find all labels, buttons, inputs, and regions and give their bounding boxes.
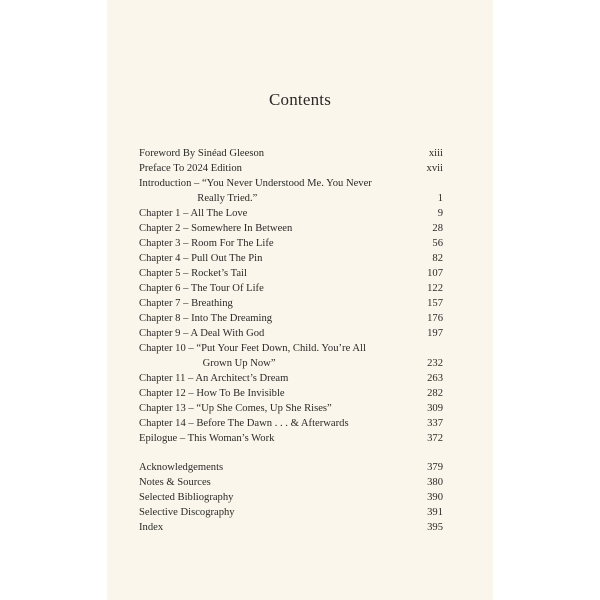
toc-entry-label: Chapter 10 – “Put Your Feet Down, Child. You’re All Grown Up Now” xyxy=(139,343,366,369)
toc-entry-notes-sources xyxy=(139,475,443,490)
toc-entry-page: 122 xyxy=(427,283,443,294)
toc-entry-chapter-7 xyxy=(139,296,443,311)
contents-title: Contents xyxy=(268,90,332,109)
toc-entry-chapter-6 xyxy=(139,281,443,296)
toc-entry-page: 107 xyxy=(427,268,443,279)
toc-entry-preface xyxy=(139,161,443,176)
toc-entry-selective-discography xyxy=(139,505,443,520)
toc-entry-page: 176 xyxy=(427,313,443,324)
toc-entry-chapter-10 xyxy=(139,341,443,371)
toc-entry-chapter-3 xyxy=(139,236,443,251)
toc-entry-label: Chapter 8 – Into The Dreaming xyxy=(139,313,273,324)
toc-entry-chapter-9 xyxy=(139,326,443,341)
toc-entry-introduction xyxy=(139,176,443,206)
toc-entry-label: Chapter 13 – “Up She Comes, Up She Rises” xyxy=(139,403,332,414)
toc-entry-label: Chapter 4 – Pull Out The Pin xyxy=(139,253,263,264)
toc-entry-page: 1 xyxy=(437,193,443,204)
toc-entry-label: Notes & Sources xyxy=(139,477,211,488)
toc-entry-page: 9 xyxy=(437,208,443,219)
toc-entry-label: Chapter 3 – Room For The Life xyxy=(139,238,274,249)
toc-entry-label: Index xyxy=(139,522,164,533)
toc-entry-label: Chapter 7 – Breathing xyxy=(139,298,233,309)
toc-entry-page: 337 xyxy=(427,418,443,429)
toc-entry-label: Foreword By Sinéad Gleeson xyxy=(139,148,265,159)
toc-entry-page: 56 xyxy=(432,238,443,249)
toc-entry-page: 395 xyxy=(427,522,443,533)
toc-entry-page: 380 xyxy=(427,477,443,488)
toc-entry-page: 379 xyxy=(427,462,443,473)
toc-entry-label: Chapter 2 – Somewhere In Between xyxy=(139,223,293,234)
toc-entry-chapter-5 xyxy=(139,266,443,281)
toc-entry-chapter-13 xyxy=(139,401,443,416)
toc-entry-page: 28 xyxy=(432,223,443,234)
toc-entry-label: Preface To 2024 Edition xyxy=(139,163,242,174)
toc-entry-page: 82 xyxy=(432,253,443,264)
toc-entry-page: 391 xyxy=(427,507,443,518)
toc-entry-page: 372 xyxy=(427,433,443,444)
toc-entry-page: 197 xyxy=(427,328,443,339)
section-gap xyxy=(139,446,443,460)
table-of-contents xyxy=(139,146,443,535)
toc-entry-chapter-2 xyxy=(139,221,443,236)
toc-entry-label: Chapter 12 – How To Be Invisible xyxy=(139,388,285,399)
toc-entry-chapter-14 xyxy=(139,416,443,431)
toc-entry-epilogue xyxy=(139,431,443,446)
toc-entry-page: 263 xyxy=(427,373,443,384)
toc-entry-label: Chapter 11 – An Architect’s Dream xyxy=(139,373,289,384)
toc-entry-foreword xyxy=(139,146,443,161)
toc-entry-label: Chapter 14 – Before The Dawn . . . & Afterwards xyxy=(139,418,349,429)
toc-entry-page: xiii xyxy=(428,148,443,159)
toc-entry-chapter-1 xyxy=(139,206,443,221)
toc-entry-chapter-4 xyxy=(139,251,443,266)
toc-entry-acknowledgements xyxy=(139,460,443,475)
toc-entry-page: 390 xyxy=(427,492,443,503)
toc-entry-label: Chapter 5 – Rocket’s Tail xyxy=(139,268,247,279)
toc-entry-label: Acknowledgements xyxy=(139,462,224,473)
toc-entry-selected-bibliography xyxy=(139,490,443,505)
toc-entry-index xyxy=(139,520,443,535)
toc-entry-chapter-12 xyxy=(139,386,443,401)
toc-entry-page: 232 xyxy=(427,358,443,369)
toc-entry-label: Epilogue – This Woman’s Work xyxy=(139,433,275,444)
toc-entry-page: 309 xyxy=(427,403,443,414)
book-page xyxy=(107,0,493,600)
toc-entry-label: Chapter 1 – All The Love xyxy=(139,208,248,219)
toc-entry-chapter-11 xyxy=(139,371,443,386)
toc-entry-label: Selected Bibliography xyxy=(139,492,234,503)
toc-entry-page: 157 xyxy=(427,298,443,309)
toc-entry-chapter-8 xyxy=(139,311,443,326)
toc-entry-page: xvii xyxy=(426,163,443,174)
toc-entry-label: Introduction – “You Never Understood Me. You Never Really Tried.” xyxy=(139,178,372,204)
toc-entry-label: Chapter 6 – The Tour Of Life xyxy=(139,283,264,294)
toc-entry-label: Chapter 9 – A Deal With God xyxy=(139,328,265,339)
toc-entry-label: Selective Discography xyxy=(139,507,235,518)
toc-entry-page: 282 xyxy=(427,388,443,399)
